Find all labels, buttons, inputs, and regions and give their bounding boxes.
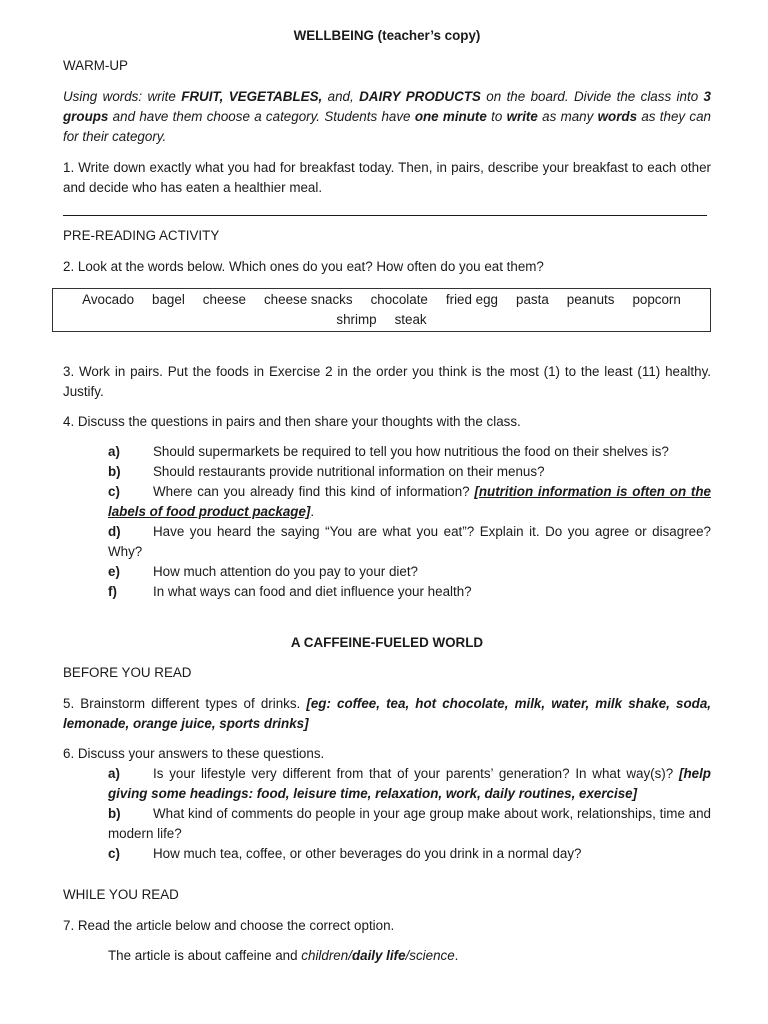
instr-text: to <box>486 109 507 124</box>
teacher-answer: [eg: coffee, tea, hot chocolate, milk, water, milk shake, soda, lemonade, orange juice, sports drinks] <box>63 696 711 731</box>
warmup-heading: WARM-UP <box>63 58 128 73</box>
food-word: shrimp <box>336 312 377 327</box>
question-7-sentence <box>108 946 711 966</box>
instr-text: on the board. Divide the class into <box>480 89 704 104</box>
instr-text: and have them choose a category. Students have <box>108 109 415 124</box>
while-you-read-heading: WHILE YOU READ <box>63 887 179 902</box>
item-text: In what ways can food and diet influence your health? <box>153 584 472 599</box>
q6-item-a <box>108 764 711 804</box>
q4-item-b <box>108 462 711 482</box>
food-word: pasta <box>516 292 549 307</box>
q6-item-b <box>108 804 711 844</box>
q4-item-a <box>108 442 711 462</box>
item-text: What kind of comments do people in your age group make about work, relationships, time and modern life? <box>108 806 711 841</box>
item-label: c) <box>108 846 120 861</box>
before-you-read-heading: BEFORE YOU READ <box>63 665 192 680</box>
food-word: peanuts <box>566 292 615 307</box>
food-word: fried egg <box>445 292 499 307</box>
option-separator: / <box>348 948 352 963</box>
teacher-answer: [nutrition information is often on the labels of food product package] <box>108 484 711 519</box>
instr-text: as many <box>537 109 598 124</box>
q5-text: 5. Brainstorm different types of drinks. <box>63 696 307 711</box>
item-label: d) <box>108 524 121 539</box>
item-text: Where can you already find this kind of information? <box>153 484 475 499</box>
q6-item-c <box>108 844 711 864</box>
item-text: How much tea, coffee, or other beverages do you drink in a normal day? <box>153 846 582 861</box>
q4-item-e <box>108 562 711 582</box>
question-6-list <box>63 764 711 864</box>
food-word: steak <box>394 312 427 327</box>
question-3: 3. Work in pairs. Put the foods in Exercise 2 in the order you think is the most (1) to the least (11) healthy. Justify. <box>63 364 711 399</box>
food-word: bagel <box>152 292 185 307</box>
question-5 <box>63 694 711 734</box>
instr-bold: FRUIT, VEGETABLES, <box>181 89 323 104</box>
q4-item-d <box>108 522 711 562</box>
option-science: science <box>409 948 455 963</box>
item-label: c) <box>108 484 120 499</box>
question-7: 7. Read the article below and choose the correct option. <box>63 918 395 933</box>
food-word: cheese snacks <box>263 292 353 307</box>
instr-text: Using words: write <box>63 89 182 104</box>
item-label: f) <box>108 584 117 599</box>
warmup-instruction <box>63 87 711 147</box>
question-1: 1. Write down exactly what you had for breakfast today. Then, in pairs, describe your breakfast to each other and decide who has eaten a healthier meal. <box>63 160 711 195</box>
option-daily-life: daily life <box>351 948 406 963</box>
item-label: a) <box>108 444 120 459</box>
item-label: b) <box>108 806 121 821</box>
item-text: Is your lifestyle very different from that of your parents’ generation? In what way(s)? <box>153 766 679 781</box>
instr-bold: words <box>597 109 638 124</box>
item-text: . <box>310 504 315 519</box>
instr-bold: 3 groups <box>63 89 711 124</box>
option-children: children <box>301 948 349 963</box>
item-label: a) <box>108 766 120 781</box>
question-2: 2. Look at the words below. Which ones do you eat? How often do you eat them? <box>63 259 544 274</box>
item-text: Have you heard the saying “You are what you eat”? Explain it. Do you agree or disagree? Why? <box>108 524 711 559</box>
item-text: Should restaurants provide nutritional information on their menus? <box>153 464 545 479</box>
food-word: Avocado <box>82 292 135 307</box>
instr-text: and, <box>322 89 360 104</box>
item-label: e) <box>108 564 120 579</box>
teacher-answer: [help giving some headings: food, leisure time, relaxation, work, daily routines, exercise] <box>108 766 711 801</box>
sentence-text: The article is about caffeine and <box>108 948 302 963</box>
article-title: A CAFFEINE-FUELED WORLD <box>290 635 484 650</box>
divider-rule <box>63 215 707 216</box>
option-separator: / <box>405 948 410 963</box>
q4-item-f <box>108 582 711 602</box>
food-word: chocolate <box>370 292 428 307</box>
instr-bold: write <box>506 109 538 124</box>
item-text: Should supermarkets be required to tell you how nutritious the food on their shelves is? <box>153 444 669 459</box>
food-word: popcorn <box>632 292 681 307</box>
question-4: 4. Discuss the questions in pairs and then share your thoughts with the class. <box>63 414 521 429</box>
question-4-list <box>63 442 711 602</box>
question-6: 6. Discuss your answers to these questions. <box>63 746 325 761</box>
worksheet-page <box>63 26 711 966</box>
q4-item-c <box>108 482 711 522</box>
sentence-text: . <box>454 948 459 963</box>
item-text: How much attention do you pay to your diet? <box>153 564 418 579</box>
instr-bold: one minute <box>414 109 487 124</box>
food-word: cheese <box>202 292 246 307</box>
item-label: b) <box>108 464 121 479</box>
instr-bold: DAIRY PRODUCTS <box>359 89 481 104</box>
document-title: WELLBEING (teacher’s copy) <box>293 28 481 43</box>
prereading-heading: PRE-READING ACTIVITY <box>63 228 220 243</box>
instr-text: as they can for their category. <box>63 109 711 144</box>
food-word-box <box>52 288 711 332</box>
